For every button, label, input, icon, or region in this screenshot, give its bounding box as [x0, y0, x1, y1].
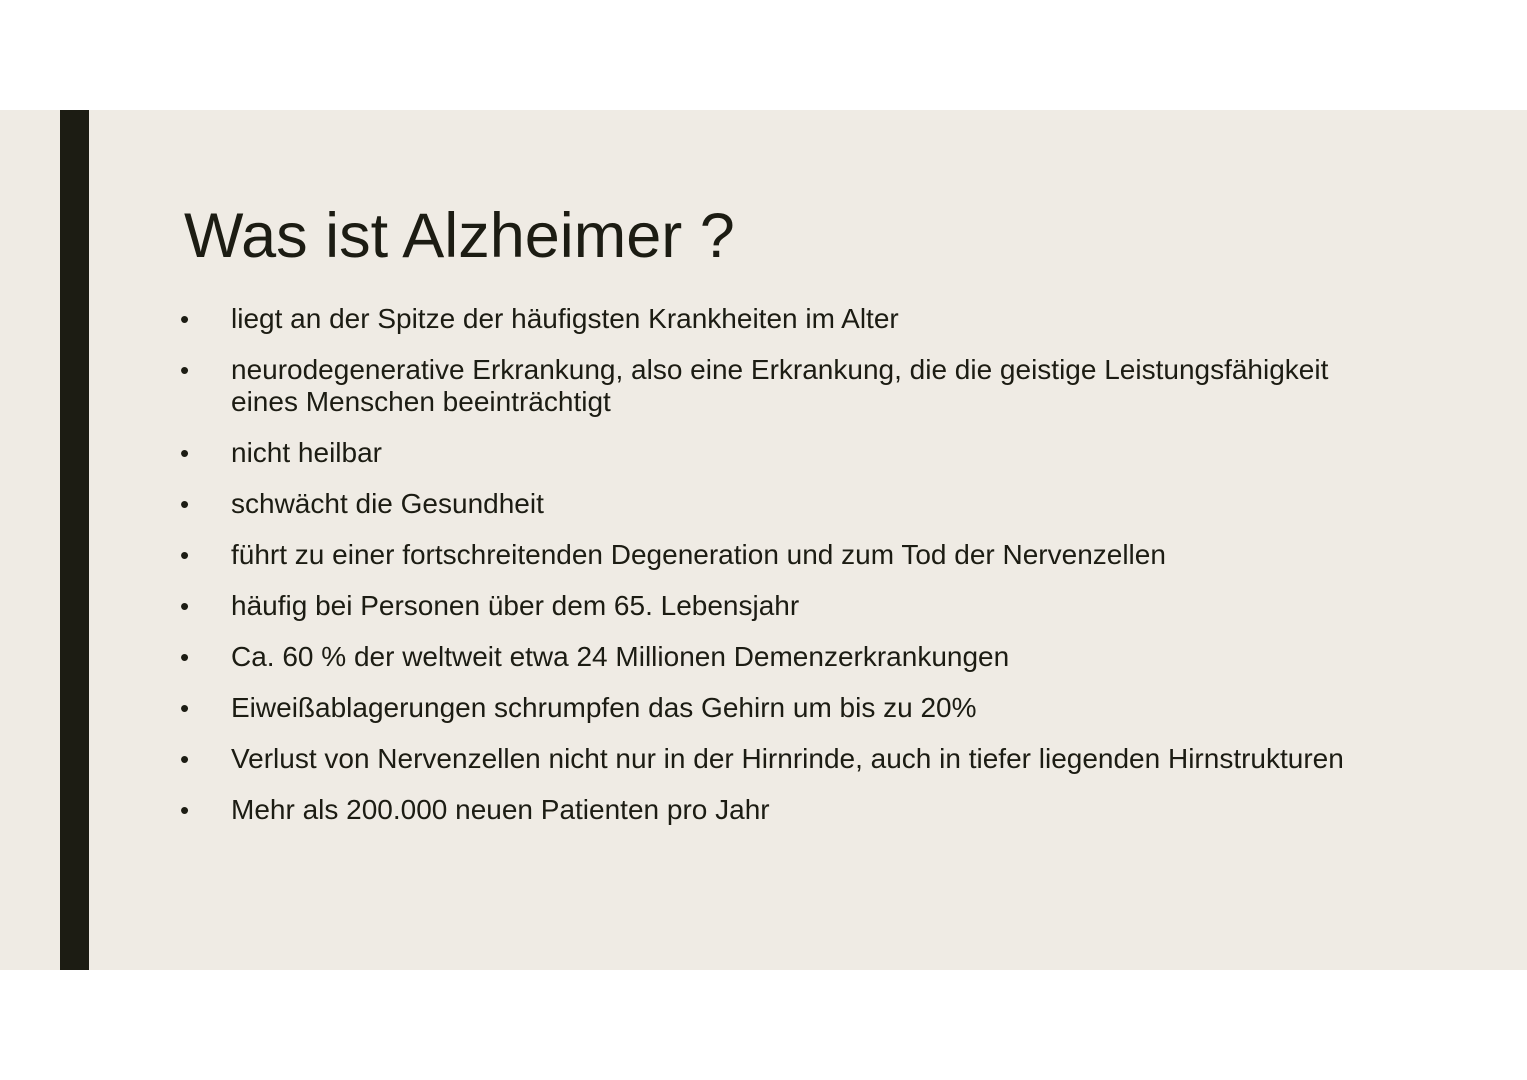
bullet-icon: • — [180, 355, 190, 385]
bullet-icon: • — [180, 438, 190, 468]
slide-title: Was ist Alzheimer ? — [184, 201, 735, 271]
bullet-icon: • — [180, 642, 190, 672]
bullet-icon: • — [180, 744, 190, 774]
bullet-text: nicht heilbar — [231, 437, 382, 468]
bullet-icon: • — [180, 304, 190, 334]
accent-bar — [60, 110, 89, 970]
bullet-icon: • — [180, 795, 190, 825]
bullet-icon: • — [180, 591, 190, 621]
bullet-item — [180, 437, 1380, 469]
slide — [0, 110, 1527, 970]
bullet-text: führt zu einer fortschreitenden Degeneration und zum Tod der Nervenzellen — [231, 539, 1166, 570]
bullet-text: Mehr als 200.000 neuen Patienten pro Jahr — [231, 794, 770, 825]
bullet-item — [180, 590, 1380, 622]
bullet-text: Ca. 60 % der weltweit etwa 24 Millionen Demenzerkrankungen — [231, 641, 1010, 672]
bullet-text: liegt an der Spitze der häufigsten Krankheiten im Alter — [231, 303, 899, 334]
bullet-text: schwächt die Gesundheit — [231, 488, 544, 519]
bullet-text: Verlust von Nervenzellen nicht nur in der Hirnrinde, auch in tiefer liegenden Hirnstrukturen — [231, 743, 1344, 774]
bullet-text: neurodegenerative Erkrankung, also eine Erkrankung, die die geistige Leistungsfähigkeit eines Menschen beeinträchtigt — [231, 354, 1329, 417]
bullet-icon: • — [180, 489, 190, 519]
bullet-item — [180, 354, 1380, 418]
bullet-item — [180, 303, 1380, 335]
bullet-item — [180, 488, 1380, 520]
bullet-icon: • — [180, 540, 190, 570]
bullet-icon: • — [180, 693, 190, 723]
bullet-text: häufig bei Personen über dem 65. Lebensjahr — [231, 590, 800, 621]
bullet-item — [180, 692, 1380, 724]
bullet-text: Eiweißablagerungen schrumpfen das Gehirn um bis zu 20% — [231, 692, 977, 723]
bullet-item — [180, 794, 1380, 826]
bullet-item — [180, 743, 1380, 775]
bullet-item — [180, 539, 1380, 571]
bullet-item — [180, 641, 1380, 673]
bullet-list — [180, 303, 1380, 845]
